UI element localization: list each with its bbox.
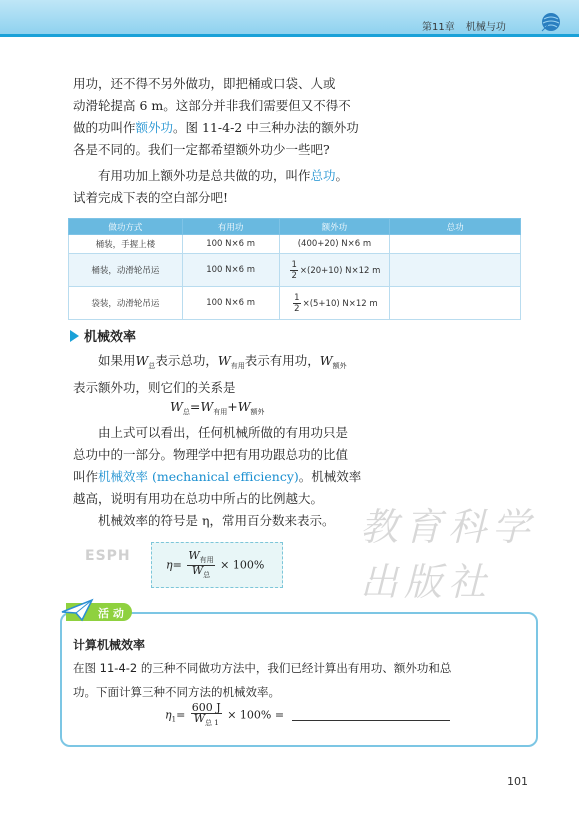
text-line: 试着完成下表的空白部分吧! xyxy=(73,190,229,205)
activity-title: 计算机械效率 xyxy=(73,638,146,652)
efficiency-formula: η= $\frac{W_{有用}}{W_总}$ × 100% xyxy=(166,549,265,579)
term-total-work: 总功 xyxy=(310,168,336,183)
column-header: 总功 xyxy=(390,219,521,235)
yarn-ball-icon xyxy=(540,11,562,33)
text-line: 动滑轮提高 6 m。这部分并非我们需要但又不得不 xyxy=(73,98,351,113)
fraction: $\frac{W_{有用}}{W_总}$ xyxy=(188,549,214,579)
text-line: 由上式可以看出，任何机械所做的有用功只是 xyxy=(98,425,349,440)
text-line: 机械效率的符号是 η，常用百分数来表示。 xyxy=(98,513,335,528)
text-line: 用功，还不得不另外做功，即把桶或口袋、人或 xyxy=(73,76,336,91)
table-cell: $\frac{1}{2}$ ×(5+10) N×12 m xyxy=(279,287,390,320)
page-number: 101 xyxy=(507,775,528,788)
table-cell-blank[interactable] xyxy=(390,287,521,320)
fraction-half: $\frac{1}{2}$ xyxy=(291,259,297,281)
section-heading: 机械效率 xyxy=(70,326,136,345)
triangle-bullet-icon xyxy=(70,330,79,342)
text-line: 在图 11-4-2 的三种不同做功方法中，我们已经计算出有用功、额外功和总 xyxy=(73,661,452,675)
fraction: $\frac{600 J}{W_{总 1}}$ xyxy=(191,701,221,727)
chapter-title: 机械与功 xyxy=(465,22,506,33)
header-rule xyxy=(0,34,579,37)
efficiency-formula-box xyxy=(151,542,283,588)
column-header: 额外功 xyxy=(279,219,390,235)
work-relation-equation: $W_总=W_{有用}+W_{额外}$ xyxy=(170,399,265,416)
activity-tab: 活 动 xyxy=(66,603,132,621)
text-line: 功。下面计算三种不同方法的机械效率。 xyxy=(73,685,280,699)
chapter-label xyxy=(422,18,514,33)
column-header: 做功方式 xyxy=(69,219,183,235)
term-extra-work: 额外功 xyxy=(135,120,174,135)
table-cell: 100 N×6 m xyxy=(182,287,279,320)
term-mechanical-efficiency: 机械效率 (mechanical efficiency) xyxy=(98,469,299,484)
activity-instructions xyxy=(73,656,528,704)
text-line: 各是不同的。我们一定都希望额外功少一些吧? xyxy=(73,142,330,157)
answer-blank[interactable] xyxy=(292,720,450,721)
text-line: 如果用$W_总$表示总功，$W_{有用}$表示有用功，$W_{额外}$ xyxy=(98,353,347,370)
column-header: 有用功 xyxy=(182,219,279,235)
table-cell: (400+20) N×6 m xyxy=(279,235,390,254)
fraction-half: $\frac{1}{2}$ xyxy=(294,292,300,314)
publisher-logo: ESPH xyxy=(85,548,131,564)
table-cell: 桶装，动滑轮吊运 xyxy=(69,254,183,287)
text-line: 叫作机械效率 (mechanical efficiency)。机械效率 xyxy=(73,469,362,484)
table-cell: 100 N×6 m xyxy=(182,235,279,254)
table-row xyxy=(69,254,521,287)
table-cell: 桶装，手握上楼 xyxy=(69,235,183,254)
text-line: 有用功加上额外功是总共做的功，叫作总功。 xyxy=(98,168,349,183)
table-cell-blank[interactable] xyxy=(390,254,521,287)
paragraph-efficiency xyxy=(73,422,373,532)
table-cell-blank[interactable] xyxy=(390,235,521,254)
paragraph-definitions xyxy=(73,350,373,399)
publisher-watermark: 教育科学出版社 xyxy=(360,505,537,604)
table-row xyxy=(69,235,521,254)
work-table xyxy=(68,218,521,320)
paragraph-total-work xyxy=(73,165,373,209)
table-row xyxy=(69,287,521,320)
paper-plane-icon xyxy=(60,598,94,622)
table-cell: 袋装，动滑轮吊运 xyxy=(69,287,183,320)
table-header-row xyxy=(69,219,521,235)
chapter-number: 第11章 xyxy=(422,22,455,33)
table-cell: 100 N×6 m xyxy=(182,254,279,287)
text-line: 总功中的一部分。物理学中把有用功跟总功的比值 xyxy=(73,447,349,462)
efficiency-calculation: $\eta_1=$ $\frac{600 J}{W_{总 1}}$ × 100% = xyxy=(165,703,450,728)
text-line: 做的功叫作额外功。图 11-4-2 中三种办法的额外功 xyxy=(73,120,359,135)
table-cell: $\frac{1}{2}$ ×(20+10) N×12 m xyxy=(279,254,390,287)
text-line: 越高，说明有用功在总功中所占的比例越大。 xyxy=(73,491,324,506)
text-line: 表示额外功，则它们的关系是 xyxy=(73,380,236,395)
paragraph-extra-work xyxy=(73,73,373,161)
